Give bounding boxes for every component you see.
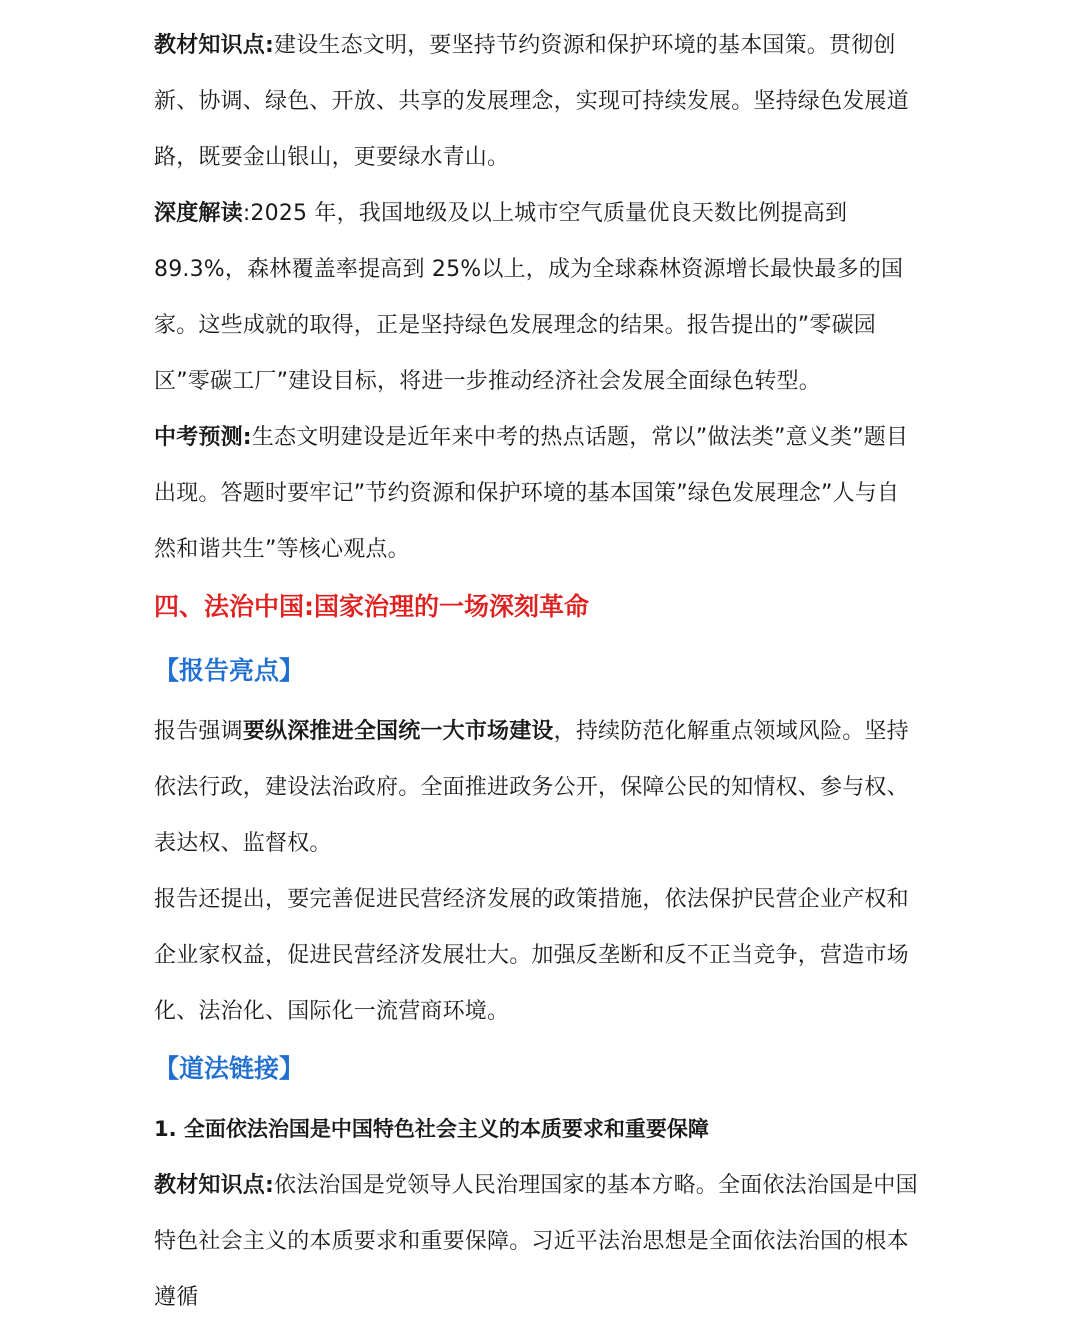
- numbered-heading-1: 1. 全面依法治国是中国特色社会主义的本质要求和重要保障: [154, 1117, 709, 1141]
- section-title-rule-of-law: 四、法治中国:国家治理的一场深刻革命: [154, 592, 589, 621]
- textbook-point-ecology: [154, 18, 920, 186]
- deep-interpretation: [154, 186, 920, 410]
- text-textbook-point: 建设生态文明，要坚持节约资源和保护环境的基本国策。贯彻创新、协调、绿色、开放、共享的发展理念，实现可持续发展。坚持绿色发展道路，既要金山银山，更要绿水青山。: [154, 33, 909, 170]
- text-deep-interpretation: :2025 年，我国地级及以上城市空气质量优良天数比例提高到 89.3%，森林覆盖率提高到 25%以上，成为全球森林资源增长最快最多的国家。这些成就的取得，正是坚持绿色发展理念的结果。报告提出的”零碳园区”零碳工厂”建设目标，将进一步推动经济社会发展全面绿色转型。: [154, 201, 904, 394]
- exam-prediction: [154, 410, 920, 578]
- label-link-textbook-point: 教材知识点:: [154, 1173, 274, 1198]
- label-deep-interpretation: 深度解读: [154, 201, 243, 226]
- article: [154, 18, 920, 1326]
- text-exam-prediction: 生态文明建设是近年来中考的热点话题，常以”做法类”意义类”题目出现。答题时要牢记”节约资源和保护环境的基本国策”绿色发展理念”人与自然和谐共生”等核心观点。: [154, 425, 909, 562]
- highlight-p1-rest: ，持续防范化解重点领域风险。坚持依法行政，建设法治政府。全面推进政务公开，保障公民的知情权、参与权、表达权、监督权。: [154, 719, 909, 856]
- highlight-paragraph-1: [154, 704, 920, 872]
- tag-law-link: 【道法链接】: [154, 1054, 305, 1083]
- label-exam-prediction: 中考预测:: [154, 425, 252, 450]
- highlight-p1-prefix: 报告强调: [154, 719, 243, 744]
- label-textbook-point: 教材知识点:: [154, 33, 274, 58]
- tag-report-highlights: 【报告亮点】: [154, 656, 305, 685]
- text-link-textbook-point: 依法治国是党领导人民治理国家的基本方略。全面依法治国是中国特色社会主义的本质要求和重要保障。习近平法治思想是全面依法治国的根本遵循: [154, 1173, 918, 1310]
- highlight-p1-bold: 要纵深推进全国统一大市场建设: [242, 719, 554, 744]
- highlight-paragraph-2: 报告还提出，要完善促进民营经济发展的政策措施，依法保护民营企业产权和企业家权益，促进民营经济发展壮大。加强反垄断和反不正当竞争，营造市场化、法治化、国际化一流营商环境。: [154, 887, 909, 1024]
- link-textbook-point: [154, 1158, 920, 1326]
